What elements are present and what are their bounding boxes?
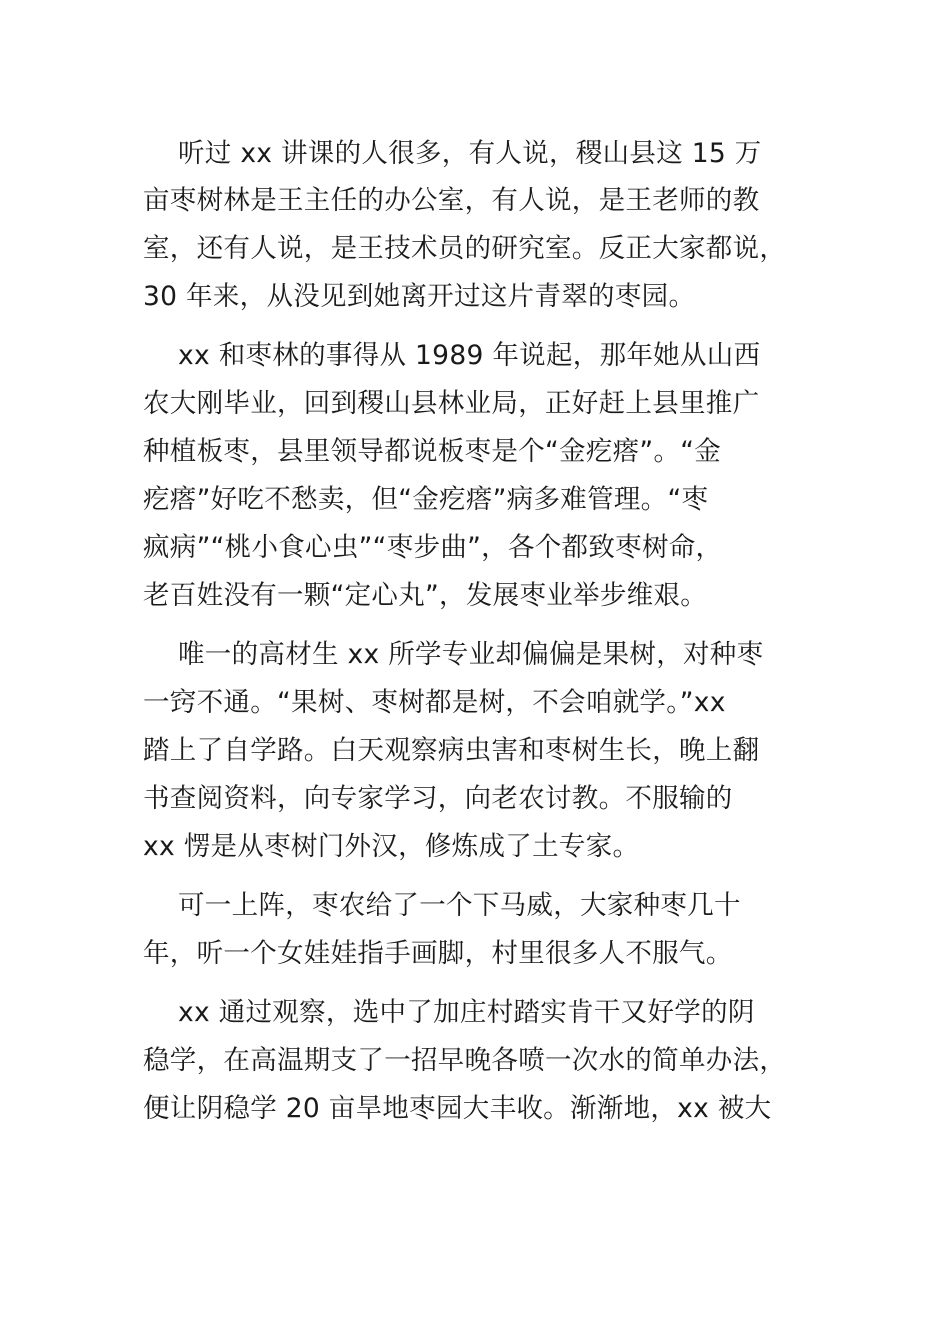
text-line: 种植板枣，县里领导都说板枣是个“金疙瘩”。“金: [143, 436, 722, 467]
text-line: 一窍不通。“果树、枣树都是树，不会咱就学。”xx: [143, 687, 726, 718]
text-line: 30 年来，从没见到她离开过这片青翠的枣园。: [143, 281, 696, 312]
text-line: 便让阴稳学 20 亩旱地枣园大丰收。渐渐地，xx 被大: [143, 1093, 772, 1124]
text-line: 稳学，在高温期支了一招早晚各喷一次水的简单办法，: [143, 1045, 787, 1076]
text-line: xx 愣是从枣树门外汉，修炼成了土专家。: [143, 831, 640, 862]
text-line: 年，听一个女娃娃指手画脚，村里很多人不服气。: [143, 938, 733, 969]
text-line: 亩枣树林是王主任的办公室，有人说，是王老师的教: [143, 185, 760, 216]
text-line: 疙瘩”好吃不愁卖，但“金疙瘩”病多难管理。“枣: [143, 484, 709, 515]
text-line: 可一上阵，枣农给了一个下马威，大家种枣几十: [178, 890, 741, 921]
text-line: 踏上了自学路。白天观察病虫害和枣树生长，晚上翻: [143, 735, 760, 766]
text-line: 室，还有人说，是王技术员的研究室。反正大家都说，: [143, 233, 787, 264]
text-line: xx 通过观察，选中了加庄村踏实肯干又好学的阴: [178, 997, 755, 1028]
text-line: xx 和枣林的事得从 1989 年说起，那年她从山西: [178, 340, 761, 371]
text-line: 听过 xx 讲课的人很多，有人说，稷山县这 15 万: [178, 138, 762, 169]
text-line: 农大刚毕业，回到稷山县林业局，正好赶上县里推广: [143, 388, 760, 419]
text-line: 老百姓没有一颗“定心丸”，发展枣业举步维艰。: [143, 580, 708, 611]
text-line: 疯病”“桃小食心虫”“枣步曲”，各个都致枣树命，: [143, 532, 723, 563]
text-line: 唯一的高材生 xx 所学专业却偏偏是果树，对种枣: [178, 639, 764, 670]
text-line: 书查阅资料，向专家学习，向老农讨教。不服输的: [143, 783, 733, 814]
